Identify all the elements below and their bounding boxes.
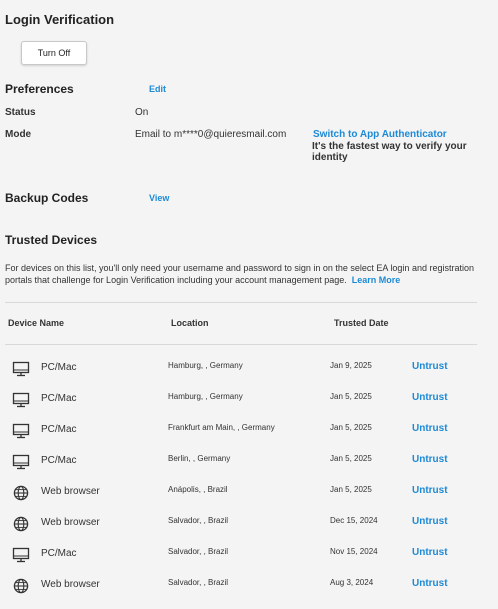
learn-more-link[interactable]: Learn More — [351, 275, 401, 285]
monitor-icon — [12, 361, 30, 377]
device-location: Hamburg, , Germany — [168, 392, 243, 401]
trusted-date: Jan 9, 2025 — [330, 361, 372, 370]
trusted-date: Nov 15, 2024 — [330, 547, 378, 556]
mode-label: Mode — [5, 129, 32, 140]
device-name: Web browser — [41, 486, 100, 497]
column-header-device: Device Name — [8, 318, 65, 328]
globe-icon — [12, 485, 30, 501]
preferences-edit-link[interactable]: Edit — [149, 84, 166, 94]
trusted-date: Aug 3, 2024 — [330, 578, 374, 587]
untrust-button[interactable]: Untrust — [412, 423, 448, 434]
divider — [5, 344, 477, 345]
device-name: Web browser — [41, 579, 100, 590]
trusted-date: Dec 15, 2024 — [330, 516, 378, 525]
mode-value: Email to m****0@quieresmail.com — [135, 129, 287, 140]
status-value: On — [135, 107, 149, 118]
monitor-icon — [12, 547, 30, 563]
trusted-date: Jan 5, 2025 — [330, 423, 372, 432]
device-location: Berlin, , Germany — [168, 454, 231, 463]
switch-note-line1: It's the fastest way to verify your — [312, 141, 467, 152]
column-header-date: Trusted Date — [334, 318, 389, 328]
monitor-icon — [12, 392, 30, 408]
status-label: Status — [5, 107, 36, 118]
untrust-button[interactable]: Untrust — [412, 485, 448, 496]
device-location: Frankfurt am Main, , Germany — [168, 423, 275, 432]
trusted-date: Jan 5, 2025 — [330, 485, 372, 494]
switch-to-app-authenticator-link[interactable]: Switch to App Authenticator — [313, 129, 447, 140]
untrust-button[interactable]: Untrust — [412, 516, 448, 527]
monitor-icon — [12, 454, 30, 470]
trusted-devices-description — [5, 262, 485, 286]
untrust-button[interactable]: Untrust — [412, 578, 448, 589]
table-row — [0, 547, 498, 578]
trusted-devices-title: Trusted Devices — [5, 233, 98, 247]
preferences-title: Preferences — [5, 82, 74, 96]
backup-codes-view-link[interactable]: View — [149, 193, 170, 203]
device-name: PC/Mac — [41, 362, 77, 373]
login-verification-title: Login Verification — [5, 12, 115, 27]
device-location: Salvador, , Brazil — [168, 547, 229, 556]
backup-codes-title: Backup Codes — [5, 191, 89, 205]
globe-icon — [12, 578, 30, 594]
divider — [5, 302, 477, 303]
untrust-button[interactable]: Untrust — [412, 454, 448, 465]
device-location: Anápolis, , Brazil — [168, 485, 228, 494]
device-location: Hamburg, , Germany — [168, 361, 243, 370]
table-row — [0, 485, 498, 516]
description-text: For devices on this list, you'll only need your username and password to sign in on the select EA login and registration portals that challenge for Login Verification including your account management page. — [5, 263, 474, 285]
table-row — [0, 423, 498, 454]
table-row — [0, 454, 498, 485]
untrust-button[interactable]: Untrust — [412, 547, 448, 558]
switch-note-line2: identity — [312, 152, 348, 163]
globe-icon — [12, 516, 30, 532]
column-header-location: Location — [171, 318, 209, 328]
device-name: Web browser — [41, 517, 100, 528]
trusted-date: Jan 5, 2025 — [330, 454, 372, 463]
untrust-button[interactable]: Untrust — [412, 392, 448, 403]
monitor-icon — [12, 423, 30, 439]
table-row — [0, 516, 498, 547]
device-name: PC/Mac — [41, 393, 77, 404]
untrust-button[interactable]: Untrust — [412, 361, 448, 372]
table-row — [0, 361, 498, 392]
device-location: Salvador, , Brazil — [168, 516, 229, 525]
table-row — [0, 578, 498, 609]
device-name: PC/Mac — [41, 424, 77, 435]
turn-off-button[interactable]: Turn Off — [21, 41, 87, 65]
table-row — [0, 392, 498, 423]
device-name: PC/Mac — [41, 455, 77, 466]
device-name: PC/Mac — [41, 548, 77, 559]
device-location: Salvador, , Brazil — [168, 578, 229, 587]
trusted-date: Jan 5, 2025 — [330, 392, 372, 401]
